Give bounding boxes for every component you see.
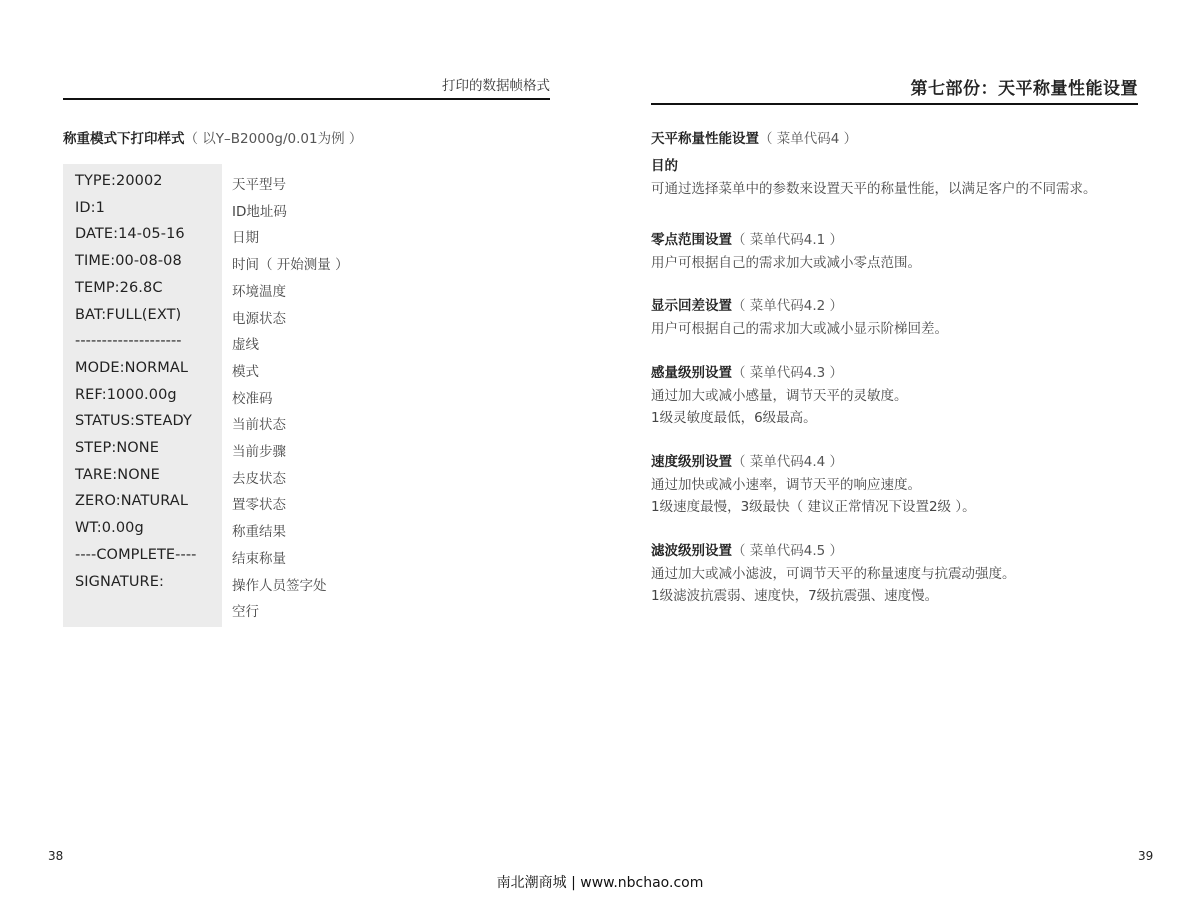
table-row (63, 164, 463, 191)
setting-block-zero-range (651, 229, 921, 274)
print-desc: 模式 (232, 363, 259, 380)
setting-line: 通过加大或减小感量，调节天平的灵敏度。 (651, 387, 908, 404)
print-desc: 天平型号 (232, 177, 286, 193)
running-header-text: 打印的数据帧格式 (442, 78, 550, 94)
right-page (651, 0, 1138, 906)
setting-block-sensitivity (651, 362, 908, 430)
purpose-heading: 目的 (651, 158, 678, 174)
print-code: ----COMPLETE---- (75, 546, 197, 563)
table-row (63, 217, 463, 247)
setting-block-filter (651, 540, 1016, 608)
table-row (63, 404, 463, 434)
setting-line: 1级灵敏度最低，6级最高。 (651, 410, 817, 426)
setting-code: （ 菜单代码4.4 ） (732, 454, 844, 470)
print-desc: 当前状态 (232, 417, 286, 434)
print-desc: 环境温度 (232, 283, 286, 300)
print-code: MODE:NORMAL (75, 359, 189, 376)
print-desc: 虚线 (232, 337, 259, 354)
setting-title: 速度级别设置 (651, 454, 732, 470)
section-title-text: 称重模式下打印样式 (63, 131, 185, 147)
print-code: SIGNATURE: (75, 573, 164, 590)
purpose-block (651, 155, 1097, 200)
table-row (63, 431, 463, 458)
print-desc: 称重结果 (232, 524, 286, 541)
table-row (63, 271, 463, 298)
table-row (63, 378, 463, 405)
setting-line: 1级速度最慢，3级最快（ 建议正常情况下设置2级 ）。 (651, 499, 976, 515)
section-title-performance (651, 127, 857, 147)
setting-block-display-hysteresis (651, 295, 948, 340)
print-desc: 时间（ 开始测量 ） (232, 257, 349, 274)
page-number-left: 38 (48, 849, 64, 863)
print-desc: 操作人员签字处 (232, 577, 327, 594)
print-desc: 置零状态 (232, 497, 286, 514)
setting-line: 通过加快或减小速率，调节天平的响应速度。 (651, 476, 921, 493)
purpose-text: 可通过选择菜单中的参数来设置天平的称量性能，以满足客户的不同需求。 (651, 180, 1097, 197)
running-header-right (651, 74, 1138, 105)
section-title-note: （ 以Y–B2000g/0.01为例 ） (184, 131, 363, 147)
setting-title: 零点范围设置 (651, 232, 732, 248)
print-desc: 当前步骤 (232, 444, 286, 460)
section-title-print-format (63, 127, 362, 147)
setting-line: 用户可根据自己的需求加大或减小零点范围。 (651, 254, 921, 271)
table-row (63, 351, 463, 378)
table-row (63, 298, 463, 325)
print-code: TIME:00-08-08 (75, 253, 182, 270)
table-row (63, 244, 463, 274)
table-row (63, 324, 463, 354)
print-code: STEP:NONE (75, 440, 160, 456)
print-desc: 校准码 (232, 390, 273, 407)
print-desc: 电源状态 (232, 310, 286, 327)
setting-title: 感量级别设置 (651, 365, 732, 381)
setting-code: （ 菜单代码4.3 ） (732, 365, 844, 381)
left-page (63, 0, 550, 906)
print-code: TYPE:20002 (75, 173, 163, 189)
print-code: DATE:14-05-16 (75, 226, 185, 243)
section-title-text: 天平称量性能设置 (651, 131, 759, 147)
print-desc: ID地址码 (232, 203, 287, 220)
table-row (63, 191, 463, 218)
print-desc: 空行 (232, 604, 259, 621)
chapter-title: 第七部份：天平称量性能设置 (910, 79, 1138, 99)
print-code: TEMP:26.8C (75, 279, 163, 296)
table-row (63, 565, 463, 592)
print-code: WT:0.00g (75, 520, 144, 537)
table-row (63, 484, 463, 514)
setting-line: 用户可根据自己的需求加大或减小显示阶梯回差。 (651, 320, 948, 337)
setting-title: 滤波级别设置 (651, 543, 732, 559)
print-desc: 结束称量 (232, 550, 286, 567)
print-code: -------------------- (75, 333, 182, 350)
setting-code: （ 菜单代码4.5 ） (732, 543, 844, 559)
print-code: REF:1000.00g (75, 386, 177, 403)
setting-title: 显示回差设置 (651, 298, 732, 314)
table-row (63, 591, 463, 621)
setting-line: 通过加大或减小滤波，可调节天平的称量速度与抗震动强度。 (651, 565, 1016, 582)
setting-block-speed (651, 451, 976, 519)
print-code: TARE:NONE (75, 466, 160, 483)
table-row (63, 458, 463, 485)
table-row (63, 538, 463, 565)
print-code: BAT:FULL(EXT) (75, 306, 182, 323)
table-row (63, 511, 463, 541)
setting-code: （ 菜单代码4.1 ） (732, 232, 844, 248)
page-number-right: 39 (1138, 849, 1154, 863)
print-code: ZERO:NATURAL (75, 493, 189, 510)
setting-line: 1级滤波抗震弱、速度快，7级抗震强、速度慢。 (651, 588, 939, 604)
print-desc: 去皮状态 (232, 470, 286, 487)
running-header-left (63, 74, 550, 100)
footer-watermark: 南北潮商城 | www.nbchao.com (496, 875, 704, 891)
section-title-note: （ 菜单代码4 ） (759, 131, 858, 147)
print-desc: 日期 (232, 230, 259, 247)
print-code: ID:1 (75, 199, 105, 216)
print-code: STATUS:STEADY (75, 413, 192, 430)
setting-code: （ 菜单代码4.2 ） (732, 298, 844, 314)
